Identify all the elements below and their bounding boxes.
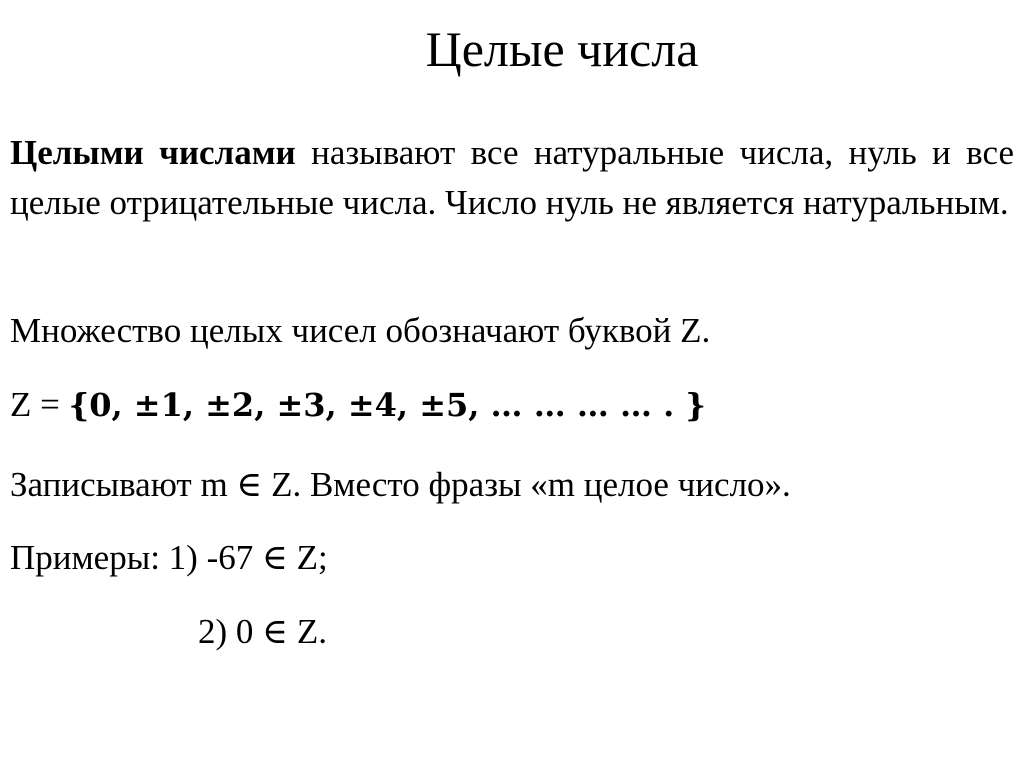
definition-term: Целыми числами — [10, 133, 296, 172]
membership-notation: Записывают m ∈ Z. Вместо фразы «m целое число». — [10, 465, 791, 504]
integer-set-formula — [10, 382, 1014, 428]
definition-paragraph — [10, 128, 1014, 228]
notation-text: Множество целых чисел обозначают буквой Z. — [10, 311, 711, 350]
formula-set: {𝟎, ±𝟏, ±𝟐, ±𝟑, ±𝟒, ±𝟓, … … … … . } — [68, 386, 706, 424]
definition-text: называют все натуральные числа, нуль и все целые отрицательные числа. Число нуль не является натуральным. — [10, 133, 1014, 222]
example-2: 2) 0 ∈ Z. — [198, 612, 327, 651]
slide-title: Целые числа — [425, 21, 699, 77]
formula-lhs: Z = — [10, 385, 69, 424]
example-1: Примеры: 1) -67 ∈ Z; — [10, 538, 328, 577]
